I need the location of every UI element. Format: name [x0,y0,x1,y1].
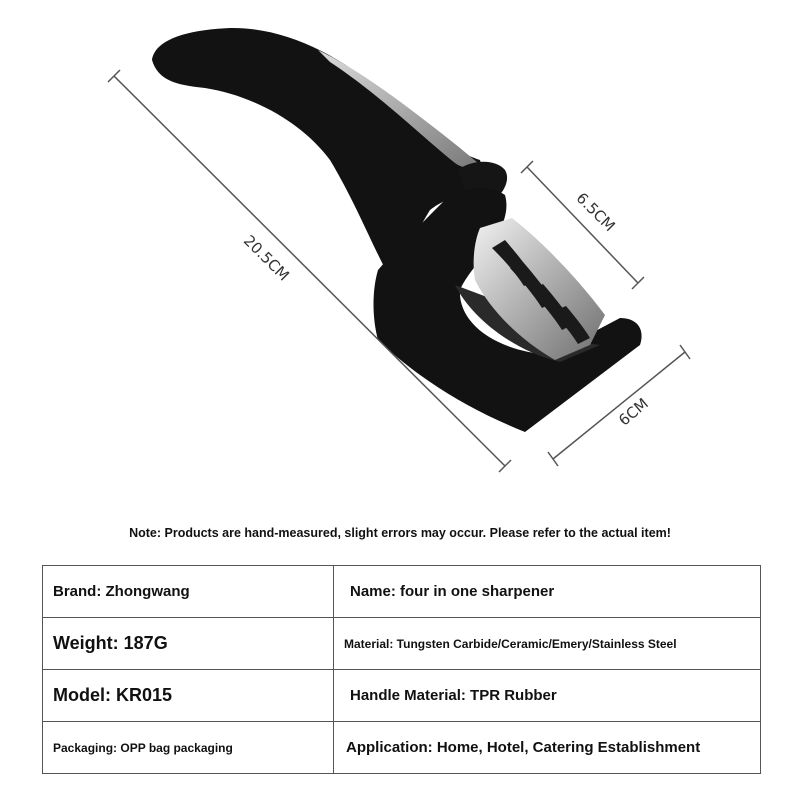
material-cell: Material: Tungsten Carbide/Ceramic/Emery/Stainless Steel [334,618,761,670]
height-dimension-label: 6.5CM [572,188,619,236]
table-row [43,618,761,670]
application-cell: Application: Home, Hotel, Catering Establishment [334,722,761,774]
model-cell: Model: KR015 [43,670,334,722]
measurement-note: Note: Products are hand-measured, slight errors may occur. Please refer to the actual item! [129,526,671,540]
length-dimension-label: 20.5CM [239,231,293,285]
name-cell: Name: four in one sharpener [334,566,761,618]
table-row [43,722,761,774]
handle-material-cell: Handle Material: TPR Rubber [334,670,761,722]
table-row [43,670,761,722]
width-dimension-label: 6CM [615,394,652,430]
packaging-cell: Packaging: OPP bag packaging [43,722,334,774]
weight-cell: Weight: 187G [43,618,334,670]
table-row [43,566,761,618]
brand-cell: Brand: Zhongwang [43,566,334,618]
spec-table [42,565,761,774]
